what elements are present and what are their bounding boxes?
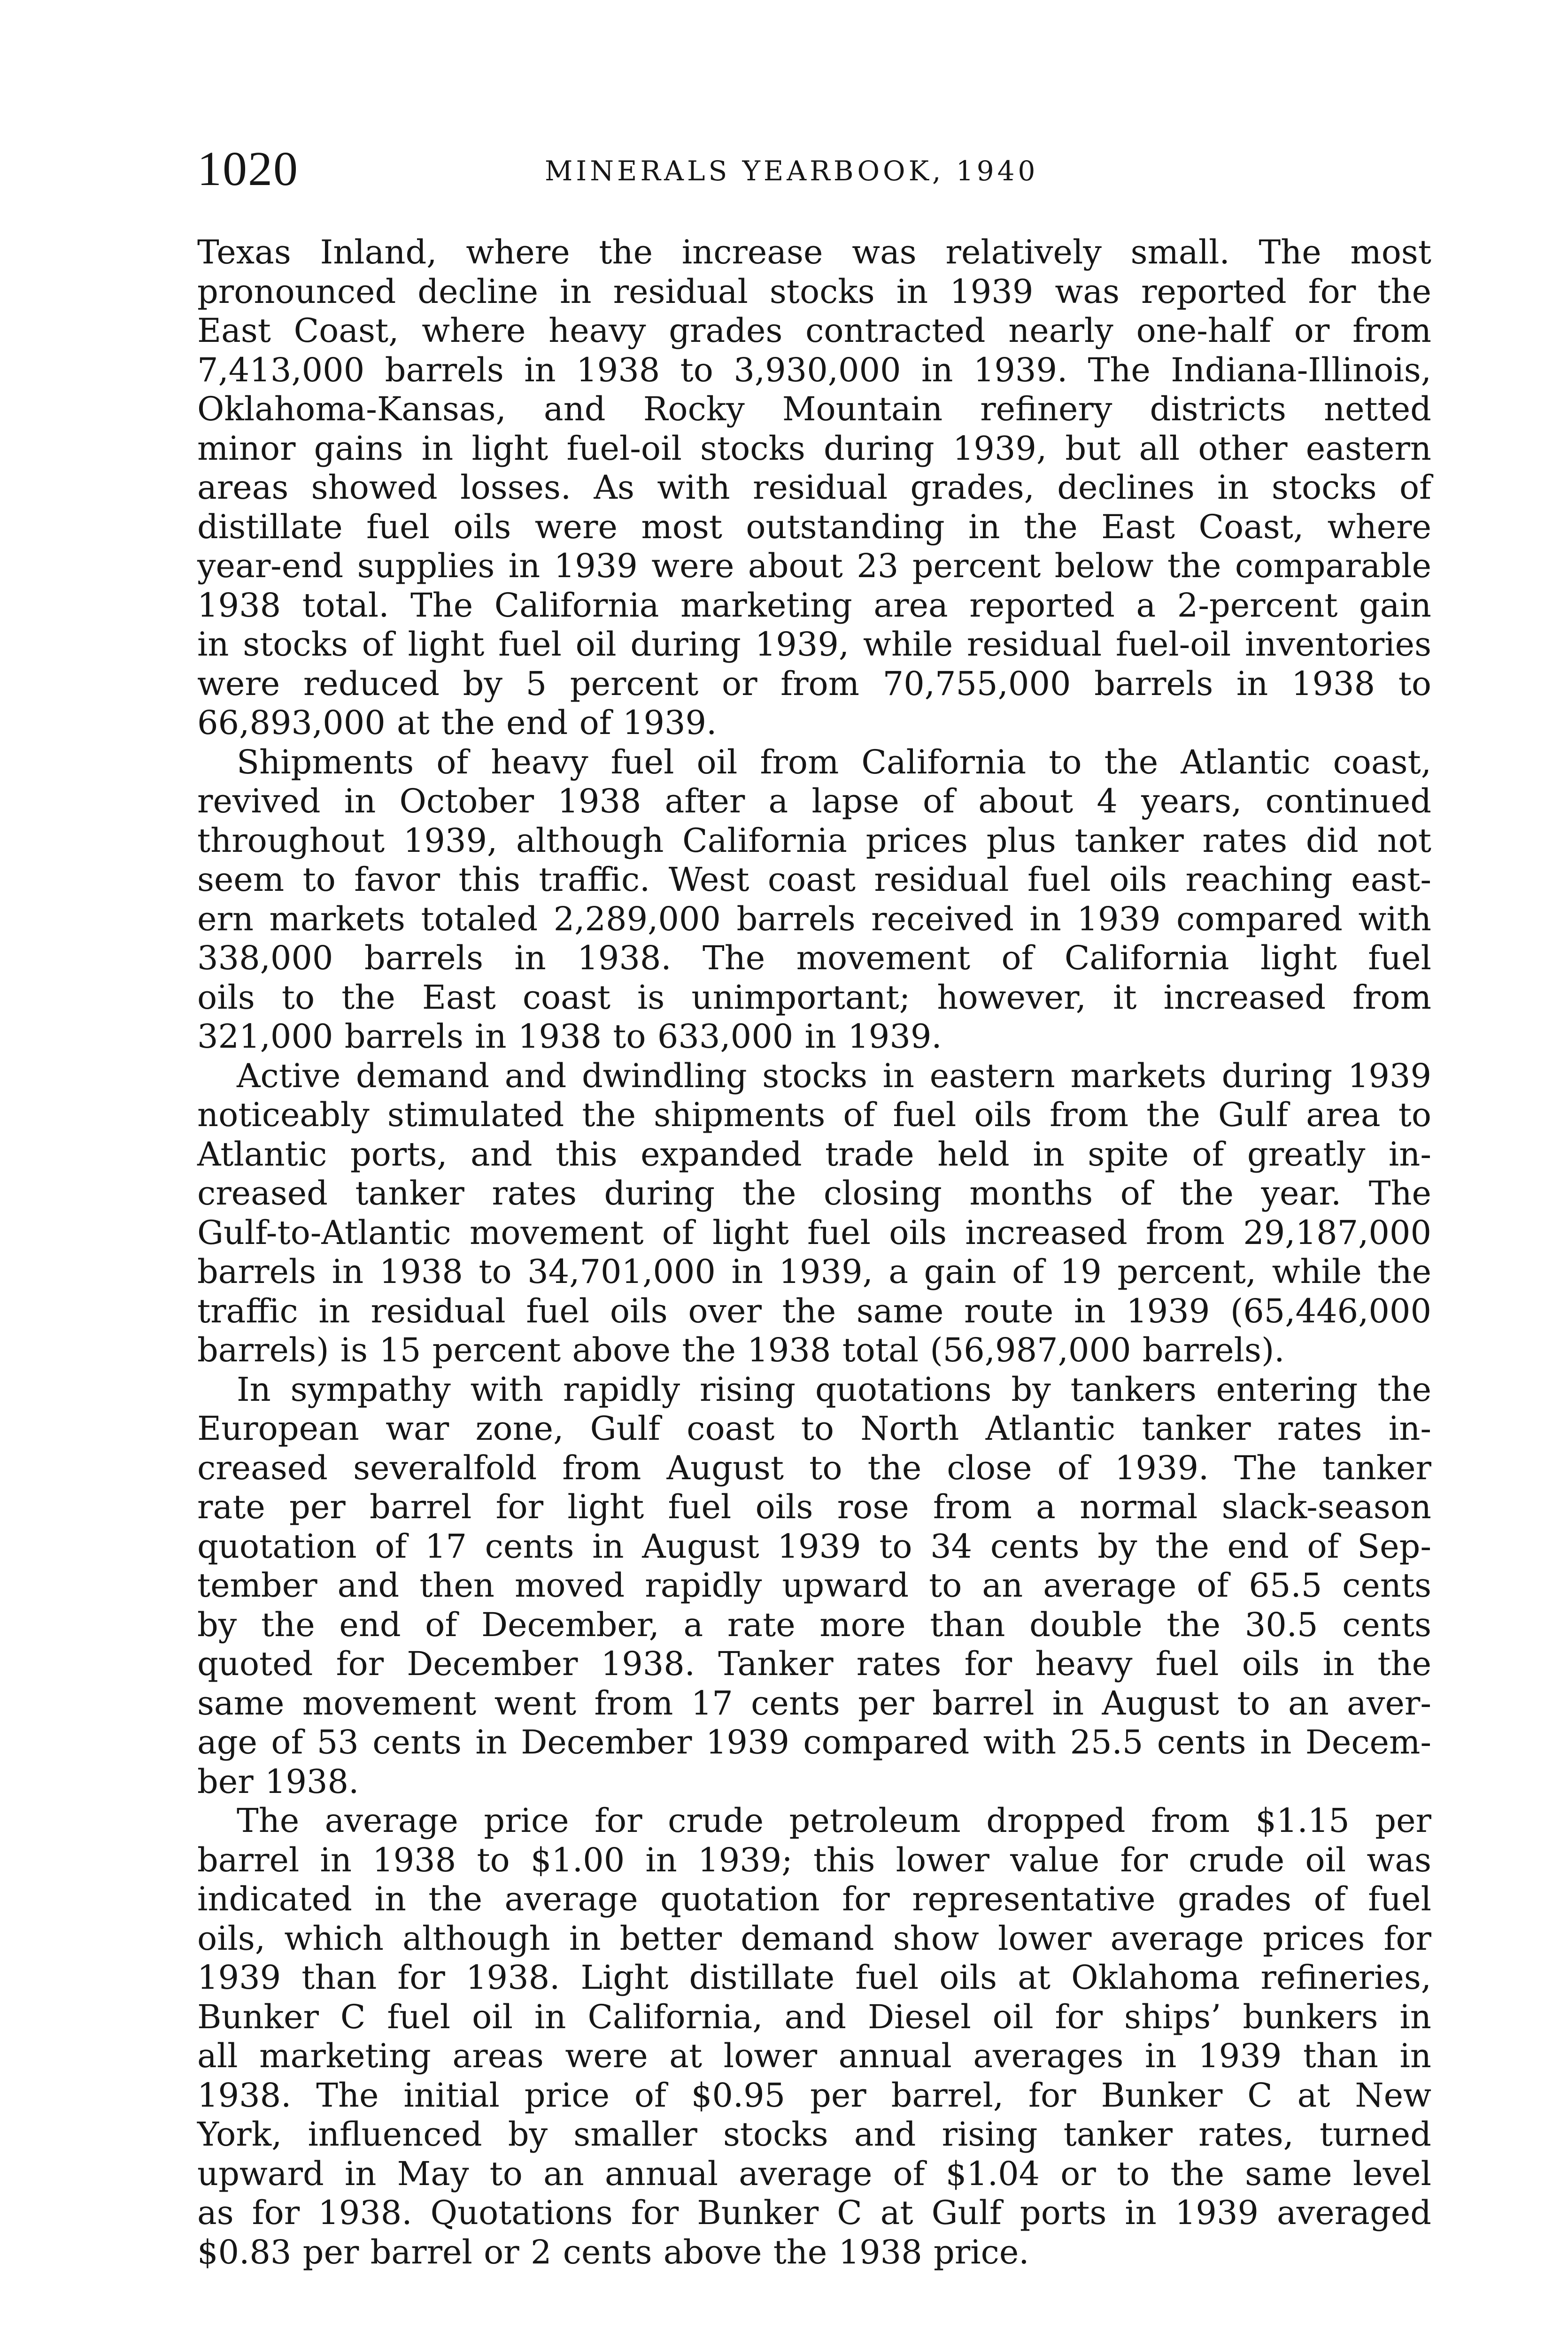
text-line: pronounced decline in residual stocks in 1939 was reported for the <box>197 272 1431 311</box>
text-line: were reduced by 5 percent or from 70,755,000 barrels in 1938 to <box>197 664 1431 703</box>
body-text <box>197 233 1431 2272</box>
text-line: indicated in the average quotation for representative grades of fuel <box>197 1880 1431 1918</box>
text-line: East Coast, where heavy grades contracted nearly one-half or from <box>197 311 1431 350</box>
running-title: MINERALS YEARBOOK, 1940 <box>545 155 1039 187</box>
text-line: Bunker C fuel oil in California, and Diesel oil for ships’ bunkers in <box>197 1997 1431 2036</box>
text-line: upward in May to an annual average of $1.04 or to the same level <box>197 2154 1431 2193</box>
text-line: Gulf-to-Atlantic movement of light fuel oils increased from 29,187,000 <box>197 1213 1431 1252</box>
text-line: seem to favor this traffic. West coast residual fuel oils reaching east- <box>197 860 1431 899</box>
text-line: noticeably stimulated the shipments of fuel oils from the Gulf area to <box>197 1096 1431 1134</box>
text-line: same movement went from 17 cents per barrel in August to an aver- <box>197 1684 1431 1722</box>
text-line: tember and then moved rapidly upward to an average of 65.5 cents <box>197 1566 1431 1605</box>
text-line: quotation of 17 cents in August 1939 to 34 cents by the end of Sep- <box>197 1527 1431 1566</box>
text-line: quoted for December 1938. Tanker rates for heavy fuel oils in the <box>197 1645 1431 1683</box>
text-line: York, influenced by smaller stocks and rising tanker rates, turned <box>197 2115 1431 2154</box>
text-line: 1938. The initial price of $0.95 per barrel, for Bunker C at New <box>197 2076 1431 2115</box>
paragraph <box>197 233 1431 743</box>
text-line: 1939 than for 1938. Light distillate fuel oils at Oklahoma refineries, <box>197 1958 1431 1997</box>
text-line: barrel in 1938 to $1.00 in 1939; this lower value for crude oil was <box>197 1840 1431 1879</box>
text-line: creased severalfold from August to the close of 1939. The tanker <box>197 1448 1431 1487</box>
text-line: revived in October 1938 after a lapse of about 4 years, continued <box>197 782 1431 820</box>
paragraph <box>197 1370 1431 1802</box>
text-line: 7,413,000 barrels in 1938 to 3,930,000 in 1939. The Indiana-Illinois, <box>197 350 1431 389</box>
text-line: ber 1938. <box>197 1762 359 1801</box>
text-line: all marketing areas were at lower annual averages in 1939 than in <box>197 2037 1431 2075</box>
page-number: 1020 <box>197 142 299 196</box>
text-line: Active demand and dwindling stocks in eastern markets during 1939 <box>237 1056 1431 1095</box>
text-line: age of 53 cents in December 1939 compared with 25.5 cents in Decem- <box>197 1723 1431 1761</box>
text-line: ern markets totaled 2,289,000 barrels received in 1939 compared with <box>197 899 1431 938</box>
text-line: 321,000 barrels in 1938 to 633,000 in 1939. <box>197 1017 942 1056</box>
text-line: distillate fuel oils were most outstanding in the East Coast, where <box>197 507 1431 546</box>
running-head <box>197 141 1418 197</box>
text-line: by the end of December, a rate more than double the 30.5 cents <box>197 1605 1431 1644</box>
text-line: barrels) is 15 percent above the 1938 total (56,987,000 barrels). <box>197 1331 1285 1369</box>
text-line: 1938 total. The California marketing area reported a 2-percent gain <box>197 586 1431 625</box>
text-line: Atlantic ports, and this expanded trade held in spite of greatly in- <box>197 1135 1431 1174</box>
text-line: year-end supplies in 1939 were about 23 percent below the comparable <box>197 547 1431 585</box>
text-line: Texas Inland, where the increase was relatively small. The most <box>197 233 1431 271</box>
text-line: European war zone, Gulf coast to North Atlantic tanker rates in- <box>197 1409 1431 1448</box>
paragraph <box>197 1801 1431 2272</box>
text-line: Shipments of heavy fuel oil from California to the Atlantic coast, <box>237 742 1431 781</box>
text-line: Oklahoma-Kansas, and Rocky Mountain refinery districts netted <box>197 390 1431 428</box>
text-line: 66,893,000 at the end of 1939. <box>197 703 717 742</box>
text-line: barrels in 1938 to 34,701,000 in 1939, a gain of 19 percent, while the <box>197 1252 1431 1291</box>
text-line: In sympathy with rapidly rising quotations by tankers entering the <box>237 1370 1431 1409</box>
text-line: throughout 1939, although California prices plus tanker rates did not <box>197 821 1431 860</box>
paragraph <box>197 1057 1431 1370</box>
text-line: 338,000 barrels in 1938. The movement of California light fuel <box>197 939 1431 977</box>
text-line: minor gains in light fuel-oil stocks during 1939, but all other eastern <box>197 429 1431 468</box>
text-line: as for 1938. Quotations for Bunker C at Gulf ports in 1939 averaged <box>197 2194 1431 2232</box>
text-line: The average price for crude petroleum dropped from $1.15 per <box>237 1801 1431 1840</box>
text-line: $0.83 per barrel or 2 cents above the 1938 price. <box>197 2232 1029 2271</box>
text-line: traffic in residual fuel oils over the same route in 1939 (65,446,000 <box>197 1291 1431 1330</box>
paragraph <box>197 743 1431 1057</box>
text-line: oils to the East coast is unimportant; however, it increased from <box>197 978 1431 1017</box>
text-line: oils, which although in better demand show lower average prices for <box>197 1919 1431 1958</box>
text-line: rate per barrel for light fuel oils rose from a normal slack-season <box>197 1488 1431 1526</box>
text-line: creased tanker rates during the closing months of the year. The <box>197 1174 1431 1213</box>
text-line: areas showed losses. As with residual grades, declines in stocks of <box>197 468 1431 507</box>
text-line: in stocks of light fuel oil during 1939, while residual fuel-oil inventories <box>197 625 1431 664</box>
